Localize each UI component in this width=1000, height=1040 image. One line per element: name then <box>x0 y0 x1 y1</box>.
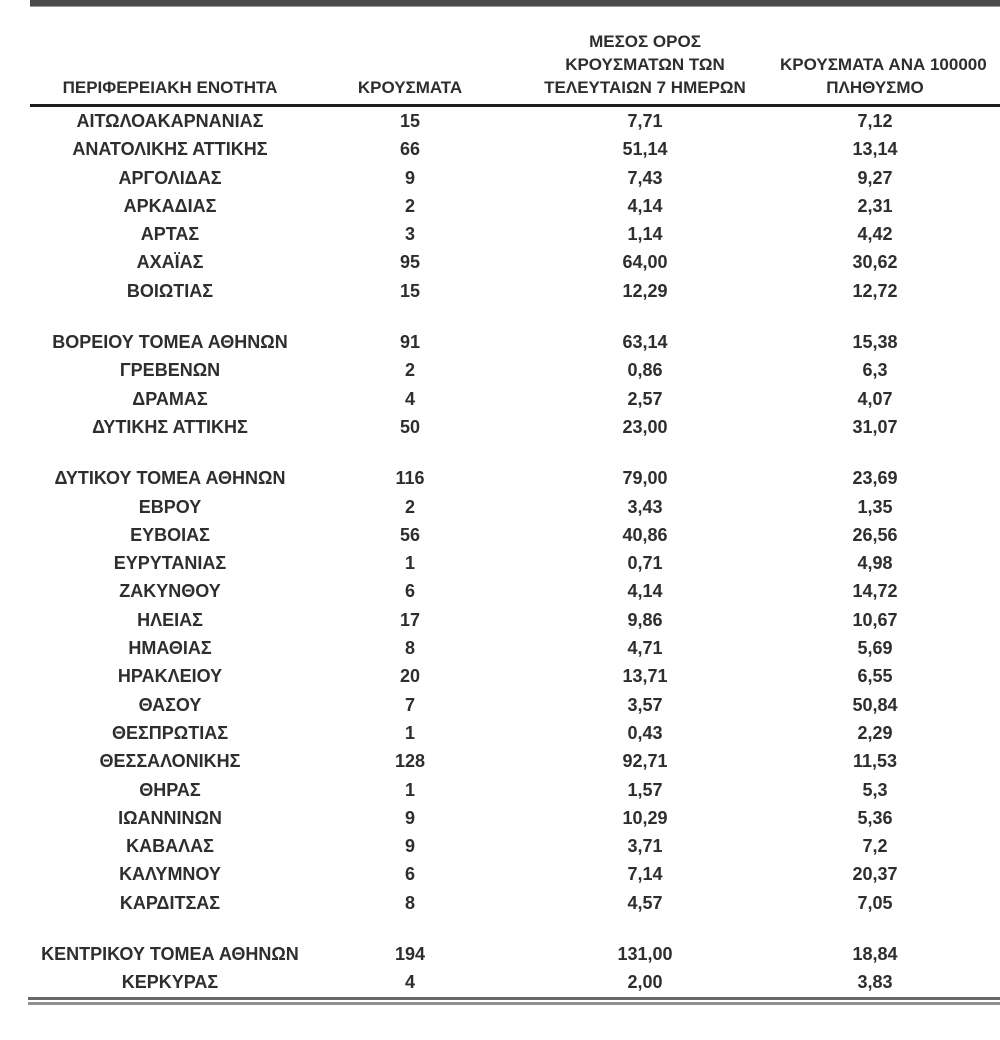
per100k-value-cell: 20,37 <box>852 864 898 885</box>
region-name-cell: ΒΟΙΩΤΙΑΣ <box>126 280 214 301</box>
bottom-divider <box>28 997 1000 1005</box>
col-header-avg7 <box>510 0 780 106</box>
table-row <box>30 413 1000 441</box>
per100k-value-cell: 2,29 <box>857 722 893 743</box>
avg7-value-cell: 10,29 <box>622 807 668 828</box>
per100k-value-cell: 11,53 <box>852 751 898 772</box>
avg7-value-cell: 3,71 <box>627 836 663 857</box>
table-row <box>30 606 1000 634</box>
avg7-value-cell: 51,14 <box>622 139 668 160</box>
region-name-cell: ΑΡΚΑΔΙΑΣ <box>123 195 217 216</box>
avg7-value-cell: 40,86 <box>622 524 668 545</box>
per100k-value-cell: 13,14 <box>852 139 898 160</box>
col-header-avg7-line3: ΤΕΛΕΥΤΑΙΩΝ 7 ΗΜΕΡΩΝ <box>544 78 746 97</box>
region-name-cell: ΚΕΝΤΡΙΚΟΥ ΤΟΜΕΑ ΑΘΗΝΩΝ <box>41 944 299 965</box>
region-name-cell: ΘΕΣΣΑΛΟΝΙΚΗΣ <box>99 751 241 772</box>
region-name-cell: ΘΗΡΑΣ <box>139 779 201 800</box>
avg7-value-cell: 4,14 <box>627 195 663 216</box>
per100k-value-cell: 4,98 <box>857 553 893 574</box>
avg7-value-cell: 79,00 <box>622 468 668 489</box>
table-row <box>30 356 1000 384</box>
avg7-value-cell: 4,71 <box>627 638 663 659</box>
col-header-per100k <box>780 0 1000 106</box>
avg7-value-cell: 92,71 <box>622 751 668 772</box>
header-row <box>30 0 1000 106</box>
per100k-value-cell: 4,07 <box>857 388 893 409</box>
col-header-avg7-line1: ΜΕΣΟΣ ΟΡΟΣ <box>589 32 701 51</box>
table-row <box>30 776 1000 804</box>
per100k-value-cell: 23,69 <box>852 468 898 489</box>
col-header-cases <box>310 0 510 106</box>
avg7-value-cell: 4,57 <box>627 892 663 913</box>
region-name-cell: ΚΑΛΥΜΝΟΥ <box>119 864 221 885</box>
region-name-cell: ΑΡΓΟΛΙΔΑΣ <box>118 167 222 188</box>
avg7-value-cell: 0,86 <box>627 360 663 381</box>
avg7-value-cell: 2,00 <box>627 972 663 993</box>
region-name-cell: ΑΙΤΩΛΟΑΚΑΡΝΑΝΙΑΣ <box>76 111 264 131</box>
table-row <box>30 248 1000 276</box>
avg7-value-cell: 64,00 <box>622 252 668 273</box>
region-name-cell: ΓΡΕΒΕΝΩΝ <box>119 360 221 381</box>
col-header-per100k-line1: ΚΡΟΥΣΜΑΤΑ ΑΝΑ 100000 <box>780 55 987 74</box>
per100k-value-cell: 4,42 <box>857 224 893 245</box>
per100k-value-cell: 7,12 <box>857 111 893 131</box>
avg7-value-cell: 1,14 <box>627 224 663 245</box>
table-row <box>30 164 1000 192</box>
table-row <box>30 521 1000 549</box>
region-name-cell: ΚΑΡΔΙΤΣΑΣ <box>119 892 221 913</box>
avg7-value-cell: 13,71 <box>622 666 668 687</box>
per100k-value-cell: 12,72 <box>852 280 898 301</box>
region-name-cell: ΑΧΑΪΑΣ <box>136 252 204 273</box>
per100k-value-cell: 3,83 <box>857 972 893 993</box>
cases-value-cell: 3 <box>404 224 415 245</box>
cases-value-cell: 56 <box>399 524 421 545</box>
region-name-cell: ΕΒΡΟΥ <box>138 496 202 517</box>
cases-value-cell: 8 <box>404 638 415 659</box>
region-name-cell: ΗΜΑΘΙΑΣ <box>128 638 212 659</box>
region-name-cell: ΘΕΣΠΡΩΤΙΑΣ <box>111 722 229 743</box>
avg7-value-cell: 7,14 <box>627 864 663 885</box>
table-row <box>30 192 1000 220</box>
table-row <box>30 917 1000 968</box>
cases-value-cell: 116 <box>395 468 425 489</box>
col-header-avg7-line2: ΚΡΟΥΣΜΑΤΩΝ ΤΩΝ <box>565 55 725 74</box>
region-name-cell: ΚΑΒΑΛΑΣ <box>126 836 214 857</box>
table-row <box>30 493 1000 521</box>
per100k-value-cell: 7,2 <box>862 836 888 857</box>
region-name-cell: ΚΕΡΚΥΡΑΣ <box>121 972 219 993</box>
table-row <box>30 889 1000 917</box>
table-row <box>30 441 1000 492</box>
table-row <box>30 691 1000 719</box>
region-name-cell: ΘΑΣΟΥ <box>138 694 202 715</box>
region-name-cell: ΕΥΡΥΤΑΝΙΑΣ <box>113 553 227 574</box>
cases-value-cell: 9 <box>404 836 415 857</box>
region-name-cell: ΖΑΚΥΝΘΟΥ <box>119 581 221 602</box>
cases-value-cell: 6 <box>404 864 415 885</box>
cases-value-cell: 66 <box>399 139 421 160</box>
per100k-value-cell: 5,36 <box>857 807 893 828</box>
col-header-region-label: ΠΕΡΙΦΕΡΕΙΑΚΗ ΕΝΟΤΗΤΑ <box>62 78 278 97</box>
cases-value-cell: 1 <box>404 553 415 574</box>
table-header <box>30 0 1000 106</box>
avg7-value-cell: 63,14 <box>622 332 668 353</box>
cases-value-cell: 6 <box>404 581 415 602</box>
per100k-value-cell: 5,69 <box>857 638 893 659</box>
avg7-value-cell: 1,57 <box>627 779 663 800</box>
region-name-cell: ΙΩΑΝΝΙΝΩΝ <box>118 807 222 828</box>
avg7-value-cell: 7,71 <box>627 111 663 131</box>
region-name-cell: ΑΝΑΤΟΛΙΚΗΣ ΑΤΤΙΚΗΣ <box>72 139 268 160</box>
table-body <box>30 106 1000 997</box>
cases-value-cell: 50 <box>399 416 421 437</box>
avg7-value-cell: 3,57 <box>627 694 663 715</box>
avg7-value-cell: 0,71 <box>627 553 663 574</box>
table-row <box>30 577 1000 605</box>
per100k-value-cell: 31,07 <box>852 416 898 437</box>
avg7-value-cell: 7,43 <box>627 167 663 188</box>
per100k-value-cell: 30,62 <box>852 252 898 273</box>
cases-value-cell: 4 <box>404 388 415 409</box>
avg7-value-cell: 23,00 <box>622 416 668 437</box>
region-name-cell: ΔΡΑΜΑΣ <box>132 388 208 409</box>
table-row <box>30 135 1000 163</box>
table-row <box>30 719 1000 747</box>
regional-cases-table <box>30 0 1000 997</box>
col-header-cases-label: ΚΡΟΥΣΜΑΤΑ <box>357 78 463 97</box>
per100k-value-cell: 10,67 <box>852 609 898 630</box>
cases-value-cell: 95 <box>399 252 421 273</box>
cases-value-cell: 1 <box>404 722 415 743</box>
avg7-value-cell: 2,57 <box>627 388 663 409</box>
cases-value-cell: 128 <box>394 751 426 772</box>
per100k-value-cell: 9,27 <box>857 167 893 188</box>
cases-value-cell: 15 <box>399 111 421 131</box>
per100k-value-cell: 5,3 <box>862 779 888 800</box>
per100k-value-cell: 26,56 <box>852 524 898 545</box>
cases-value-cell: 4 <box>404 972 415 993</box>
cases-value-cell: 7 <box>404 694 415 715</box>
table-row <box>30 860 1000 888</box>
table-row <box>30 832 1000 860</box>
table-row <box>30 385 1000 413</box>
table-row <box>30 549 1000 577</box>
per100k-value-cell: 15,38 <box>852 332 898 353</box>
avg7-value-cell: 4,14 <box>627 581 663 602</box>
avg7-value-cell: 131,00 <box>617 944 673 965</box>
avg7-value-cell: 3,43 <box>627 496 663 517</box>
per100k-value-cell: 18,84 <box>852 944 898 965</box>
per100k-value-cell: 14,72 <box>852 581 898 602</box>
region-name-cell: ΗΛΕΙΑΣ <box>137 609 203 630</box>
region-name-cell: ΕΥΒΟΙΑΣ <box>130 524 210 545</box>
table-row <box>30 747 1000 775</box>
cases-value-cell: 9 <box>404 167 415 188</box>
cases-value-cell: 17 <box>399 609 421 630</box>
table-row <box>30 634 1000 662</box>
per100k-value-cell: 6,55 <box>857 666 893 687</box>
region-name-cell: ΑΡΤΑΣ <box>140 224 200 245</box>
region-name-cell: ΔΥΤΙΚΟΥ ΤΟΜΕΑ ΑΘΗΝΩΝ <box>54 468 286 489</box>
cases-value-cell: 15 <box>399 280 421 301</box>
per100k-value-cell: 1,35 <box>857 496 893 517</box>
cases-value-cell: 2 <box>404 496 415 517</box>
per100k-value-cell: 2,31 <box>857 195 893 216</box>
table-row <box>30 804 1000 832</box>
col-header-per100k-line2: ΠΛΗΘΥΣΜΟ <box>826 78 924 97</box>
table-row <box>30 305 1000 356</box>
cases-value-cell: 8 <box>404 892 415 913</box>
cases-value-cell: 1 <box>404 779 415 800</box>
avg7-value-cell: 12,29 <box>622 280 668 301</box>
cases-value-cell: 91 <box>399 332 421 353</box>
per100k-value-cell: 7,05 <box>857 892 893 913</box>
region-name-cell: ΗΡΑΚΛΕΙΟΥ <box>117 666 223 687</box>
table-row <box>30 220 1000 248</box>
region-name-cell: ΒΟΡΕΙΟΥ ΤΟΜΕΑ ΑΘΗΝΩΝ <box>52 332 288 353</box>
per100k-value-cell: 50,84 <box>852 694 898 715</box>
table-row <box>30 968 1000 996</box>
top-divider <box>30 0 1000 7</box>
table-row <box>30 277 1000 305</box>
cases-value-cell: 9 <box>404 807 415 828</box>
table-row <box>30 106 1000 136</box>
avg7-value-cell: 0,43 <box>627 722 663 743</box>
table-row <box>30 662 1000 690</box>
cases-value-cell: 2 <box>404 195 415 216</box>
cases-value-cell: 194 <box>394 944 426 965</box>
per100k-value-cell: 6,3 <box>862 360 888 381</box>
col-header-region <box>30 0 310 106</box>
cases-value-cell: 2 <box>404 360 415 381</box>
region-name-cell: ΔΥΤΙΚΗΣ ΑΤΤΙΚΗΣ <box>92 416 248 437</box>
cases-value-cell: 20 <box>399 666 421 687</box>
avg7-value-cell: 9,86 <box>627 609 663 630</box>
